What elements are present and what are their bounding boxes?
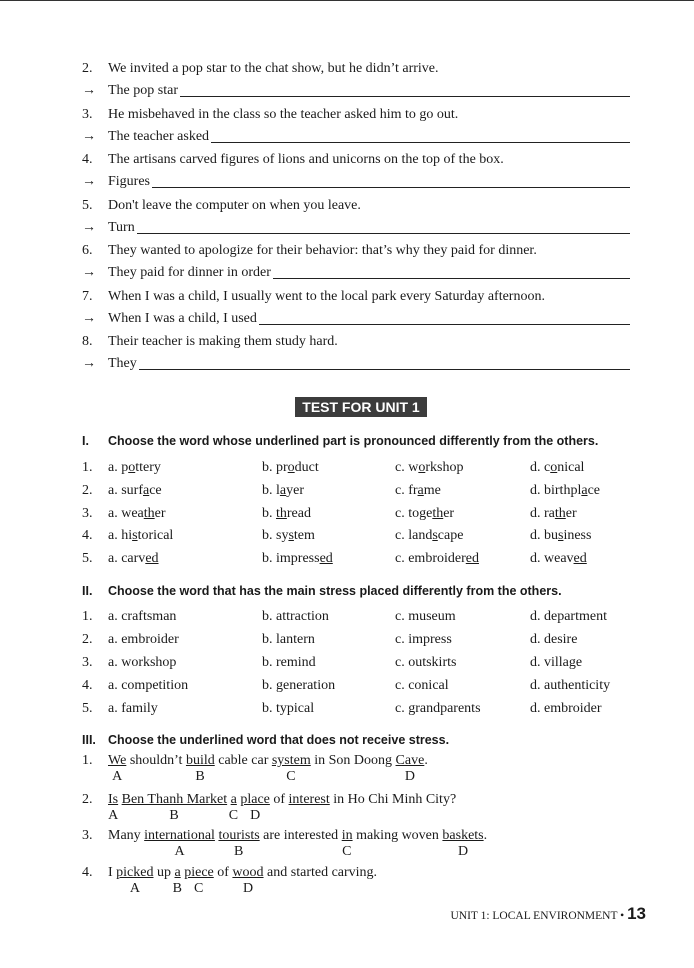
- item-number: 2.: [82, 632, 93, 647]
- rewrite-prompt: [82, 218, 135, 238]
- option-text: tem: [293, 528, 315, 544]
- underlined-part: ed: [145, 551, 159, 567]
- underlined-part: a: [417, 482, 424, 498]
- underlined-part: a: [581, 482, 588, 498]
- rewrite-sentence: [82, 59, 439, 79]
- option-d[interactable]: [530, 504, 577, 524]
- option-b[interactable]: b. remind: [262, 655, 316, 670]
- prompt-text: Turn: [108, 219, 135, 235]
- item-number: 1.: [82, 460, 93, 475]
- underlined-part: th: [554, 505, 566, 521]
- underlined-word[interactable]: Cave: [395, 753, 425, 768]
- rewrite-sentence: [82, 196, 361, 216]
- option-text: a. carv: [108, 551, 146, 567]
- option-a[interactable]: a. workshop: [108, 655, 177, 670]
- underlined-word[interactable]: picked: [116, 865, 154, 880]
- underlined-part: s: [432, 528, 438, 544]
- sentence-text: .: [424, 753, 428, 768]
- item-number: 2.: [82, 61, 93, 76]
- option-text: ttery: [135, 460, 161, 475]
- section-number: II.: [82, 584, 93, 598]
- stress-sentence: [82, 752, 428, 770]
- question-row: [82, 526, 642, 546]
- footer-unit: UNIT 1: LOCAL ENVIRONMENT •: [450, 910, 625, 922]
- answer-label[interactable]: C: [193, 881, 204, 896]
- option-a[interactable]: a. competition: [108, 678, 189, 693]
- underlined-part: o: [418, 460, 426, 475]
- item-number: 3.: [82, 106, 93, 122]
- underlined-word[interactable]: system: [271, 753, 311, 768]
- stress-sentence: [82, 864, 377, 882]
- option-text: c. land: [395, 528, 433, 544]
- underlined-part: a: [279, 482, 287, 498]
- item-number: 2.: [82, 482, 93, 498]
- option-b[interactable]: [262, 526, 315, 546]
- item-number: 5.: [82, 551, 93, 567]
- underlined-part: s: [558, 528, 564, 544]
- option-text: yer: [286, 482, 304, 498]
- item-number: 4.: [82, 678, 93, 693]
- question-row: [82, 607, 642, 627]
- option-text: a. surf: [108, 482, 143, 498]
- item-number: 5.: [82, 701, 93, 716]
- option-d[interactable]: d. department: [530, 609, 607, 624]
- item-number: 4.: [82, 152, 93, 167]
- option-text: er: [154, 505, 166, 521]
- rewrite-prompt: [82, 127, 209, 147]
- question-row: [82, 653, 642, 673]
- option-a[interactable]: a. craftsman: [108, 609, 177, 624]
- section-number: III.: [82, 733, 96, 747]
- stress-sentence: [82, 827, 487, 845]
- sentence-text: of: [213, 865, 233, 880]
- answer-label[interactable]: B: [195, 769, 205, 784]
- option-text: cape: [437, 528, 464, 544]
- option-b[interactable]: b. lantern: [262, 632, 315, 647]
- sentence-text: He misbehaved in the class so the teacher asked him to go out.: [108, 106, 459, 122]
- arrow-icon: →: [82, 310, 96, 326]
- underlined-word[interactable]: piece: [184, 865, 214, 880]
- page-footer: [450, 904, 646, 924]
- option-a[interactable]: [108, 504, 166, 524]
- sentence-text: cable car: [214, 753, 272, 768]
- option-b[interactable]: [262, 549, 333, 569]
- option-b[interactable]: b. generation: [262, 678, 336, 693]
- section-heading-text: Choose the word whose underlined part is pronounced differently from the others.: [108, 434, 599, 448]
- underlined-part: o: [287, 460, 295, 475]
- rewrite-sentence: [82, 241, 537, 261]
- stress-sentence: [82, 791, 456, 809]
- option-a[interactable]: [108, 481, 162, 501]
- option-text: b. sy: [262, 528, 289, 544]
- answer-blank[interactable]: [152, 187, 630, 188]
- option-text: read: [286, 505, 311, 521]
- option-text: ce: [149, 482, 162, 498]
- arrow-icon: →: [82, 128, 96, 144]
- option-text: d. c: [530, 460, 551, 475]
- rewrite-sentence: [82, 150, 504, 170]
- item-number: 1.: [82, 609, 93, 624]
- option-c[interactable]: [395, 504, 454, 524]
- option-a[interactable]: a. embroider: [108, 632, 179, 647]
- answer-label[interactable]: D: [458, 844, 469, 859]
- item-number: 3.: [82, 505, 93, 521]
- option-text: b. pr: [262, 460, 288, 475]
- rewrite-sentence: [82, 287, 545, 307]
- answer-label[interactable]: A: [108, 808, 119, 823]
- underlined-word[interactable]: a: [230, 792, 237, 807]
- option-text: b. impress: [262, 551, 320, 567]
- item-number: 4.: [82, 528, 93, 544]
- sentence-text: making woven: [352, 828, 443, 843]
- option-b[interactable]: [262, 481, 304, 501]
- option-c[interactable]: c. museum: [395, 609, 456, 624]
- underlined-word[interactable]: interest: [288, 792, 330, 807]
- rewrite-prompt: [82, 172, 150, 192]
- underlined-word[interactable]: place: [240, 792, 270, 807]
- underlined-word[interactable]: a: [174, 865, 181, 880]
- option-d[interactable]: d. desire: [530, 632, 578, 647]
- section-1-heading: [82, 434, 598, 448]
- option-d[interactable]: d. village: [530, 655, 583, 670]
- answer-label[interactable]: A: [174, 844, 185, 859]
- arrow-icon: →: [82, 219, 96, 235]
- answer-label[interactable]: D: [242, 881, 254, 896]
- top-rule: [0, 0, 694, 1]
- underlined-part: s: [132, 528, 138, 544]
- underlined-word[interactable]: wood: [232, 865, 264, 880]
- arrow-icon: →: [82, 83, 96, 98]
- answer-label[interactable]: D: [404, 769, 416, 784]
- underlined-part: ed: [319, 551, 333, 567]
- answer-label[interactable]: B: [169, 808, 179, 823]
- option-text: c. w: [395, 460, 419, 475]
- option-text: ce: [587, 482, 600, 498]
- answer-label[interactable]: A: [112, 769, 123, 784]
- arrow-icon: →: [82, 174, 96, 189]
- sentence-text: Don't leave the computer on when you leave.: [108, 197, 361, 213]
- option-b[interactable]: [262, 458, 319, 478]
- sentence-text: are interested: [259, 828, 342, 843]
- question-row: [82, 481, 642, 501]
- option-c[interactable]: [395, 481, 441, 501]
- option-text: a. hi: [108, 528, 133, 544]
- option-d[interactable]: [530, 549, 587, 569]
- item-number: 7.: [82, 288, 93, 304]
- answer-blank[interactable]: [211, 142, 630, 143]
- option-text: d. ra: [530, 505, 555, 521]
- section-heading-text: Choose the underlined word that does not receive stress.: [108, 733, 450, 747]
- rewrite-sentence: [82, 105, 458, 125]
- item-number: 3.: [82, 655, 93, 670]
- underlined-part: ed: [573, 551, 587, 567]
- option-d[interactable]: d. embroider: [530, 701, 602, 716]
- option-d[interactable]: d. authenticity: [530, 678, 611, 693]
- sentence-text: We invited a pop star to the chat show, but he didn’t arrive.: [108, 61, 439, 76]
- sentence-text: in Son Doong: [310, 753, 396, 768]
- underlined-part: o: [128, 460, 136, 475]
- prompt-text: They paid for dinner in order: [108, 265, 271, 280]
- section-number: I.: [82, 434, 89, 448]
- answer-blank[interactable]: [139, 369, 630, 370]
- option-text: b. l: [262, 482, 280, 498]
- underlined-part: o: [550, 460, 558, 475]
- rewrite-sentence: [82, 332, 338, 352]
- sentence-text: When I was a child, I usually went to the local park every Saturday afternoon.: [108, 288, 545, 304]
- option-text: d. birthpl: [530, 482, 582, 498]
- underlined-part: s: [288, 528, 294, 544]
- answer-label[interactable]: B: [234, 844, 244, 859]
- section-heading-text: Choose the word that has the main stress placed differently from the others.: [108, 584, 562, 598]
- sentence-text: The artisans carved figures of lions and unicorns on the top of the box.: [108, 152, 504, 167]
- rewrite-prompt: [82, 81, 178, 101]
- question-row: [82, 676, 642, 696]
- option-text: duct: [294, 460, 319, 475]
- test-title: TEST FOR UNIT 1: [295, 397, 427, 417]
- underlined-word[interactable]: tourists: [218, 828, 260, 843]
- option-c[interactable]: c. impress: [395, 632, 452, 647]
- sentence-text: Their teacher is making them study hard.: [108, 334, 338, 349]
- answer-label[interactable]: C: [342, 844, 352, 859]
- answer-label[interactable]: C: [286, 769, 296, 784]
- option-b[interactable]: [262, 504, 311, 524]
- option-text: c. embroider: [395, 551, 466, 567]
- arrow-icon: →: [82, 356, 96, 371]
- option-text: rkshop: [425, 460, 464, 475]
- option-d[interactable]: [530, 526, 591, 546]
- answer-blank[interactable]: [259, 324, 630, 325]
- sentence-text: in Ho Chi Minh City?: [329, 792, 457, 807]
- arrow-icon: →: [82, 265, 96, 280]
- option-a[interactable]: a. family: [108, 701, 158, 716]
- answer-label[interactable]: D: [250, 808, 261, 823]
- option-c[interactable]: [395, 526, 463, 546]
- option-text: c. fr: [395, 482, 418, 498]
- answer-label[interactable]: C: [228, 808, 239, 823]
- answer-blank[interactable]: [180, 96, 630, 97]
- page-number: 13: [627, 904, 646, 923]
- rewrite-prompt: [82, 309, 257, 329]
- answer-label[interactable]: B: [172, 881, 182, 896]
- option-a[interactable]: [108, 549, 159, 569]
- underlined-part: th: [276, 505, 287, 521]
- prompt-text: Figures: [108, 174, 150, 189]
- option-c[interactable]: [395, 458, 463, 478]
- answer-blank[interactable]: [137, 233, 630, 234]
- sentence-text: and started carving.: [263, 865, 378, 880]
- item-number: 8.: [82, 334, 93, 349]
- option-text: d. weav: [530, 551, 574, 567]
- question-row: [82, 458, 642, 478]
- item-number: 3.: [82, 828, 93, 843]
- option-text: me: [423, 482, 441, 498]
- underlined-part: a: [143, 482, 150, 498]
- option-text: er: [565, 505, 577, 521]
- item-number: 1.: [82, 753, 93, 768]
- answer-blank[interactable]: [273, 278, 630, 279]
- option-b[interactable]: b. attraction: [262, 609, 329, 624]
- sentence-text: up: [153, 865, 175, 880]
- underlined-word[interactable]: baskets: [442, 828, 484, 843]
- sentence-text: They wanted to apologize for their behavior: that’s why they paid for dinner.: [108, 243, 537, 258]
- underlined-part: th: [143, 505, 155, 521]
- sentence-text: .: [483, 828, 488, 843]
- option-c[interactable]: c. outskirts: [395, 655, 457, 670]
- question-row: [82, 504, 642, 524]
- underlined-word[interactable]: We: [108, 753, 127, 768]
- option-text: nical: [557, 460, 585, 475]
- option-d[interactable]: [530, 481, 600, 501]
- prompt-text: They: [108, 356, 137, 371]
- option-text: er: [443, 505, 455, 521]
- option-c[interactable]: [395, 549, 479, 569]
- option-c[interactable]: c. conical: [395, 678, 449, 693]
- prompt-text: When I was a child, I used: [108, 310, 257, 326]
- option-a[interactable]: [108, 526, 173, 546]
- option-text: torical: [137, 528, 174, 544]
- option-text: a. wea: [108, 505, 144, 521]
- option-c[interactable]: c. grandparents: [395, 701, 481, 716]
- item-number: 4.: [82, 865, 93, 880]
- sentence-text: Many: [108, 828, 145, 843]
- option-text: d. bu: [530, 528, 558, 544]
- prompt-text: The teacher asked: [108, 128, 210, 144]
- question-row: [82, 549, 642, 569]
- section-3-heading: [82, 733, 449, 747]
- option-d[interactable]: [530, 458, 584, 478]
- question-row: [82, 699, 642, 719]
- item-number: 5.: [82, 197, 93, 213]
- item-number: 2.: [82, 792, 93, 807]
- underlined-word[interactable]: Ben Thanh Market: [121, 792, 228, 807]
- option-b[interactable]: b. typical: [262, 701, 315, 716]
- item-number: 6.: [82, 243, 93, 258]
- section-2-heading: [82, 584, 562, 598]
- underlined-part: ed: [465, 551, 479, 567]
- underlined-part: th: [432, 505, 444, 521]
- prompt-text: The pop star: [108, 83, 178, 98]
- option-text: iness: [563, 528, 592, 544]
- underlined-word[interactable]: in: [341, 828, 353, 843]
- sentence-text: of: [269, 792, 289, 807]
- underlined-word[interactable]: Is: [108, 792, 119, 807]
- option-text: b.: [262, 505, 276, 521]
- answer-label[interactable]: A: [129, 881, 140, 896]
- option-a[interactable]: [108, 458, 161, 478]
- sentence-text: I: [108, 865, 117, 880]
- option-text: a. p: [108, 460, 129, 475]
- sentence-text: shouldn’t: [126, 753, 186, 768]
- rewrite-prompt: [82, 354, 137, 374]
- underlined-word[interactable]: international: [144, 828, 215, 843]
- rewrite-prompt: [82, 263, 271, 283]
- underlined-word[interactable]: build: [185, 753, 215, 768]
- option-text: c. toge: [395, 505, 433, 521]
- question-row: [82, 630, 642, 650]
